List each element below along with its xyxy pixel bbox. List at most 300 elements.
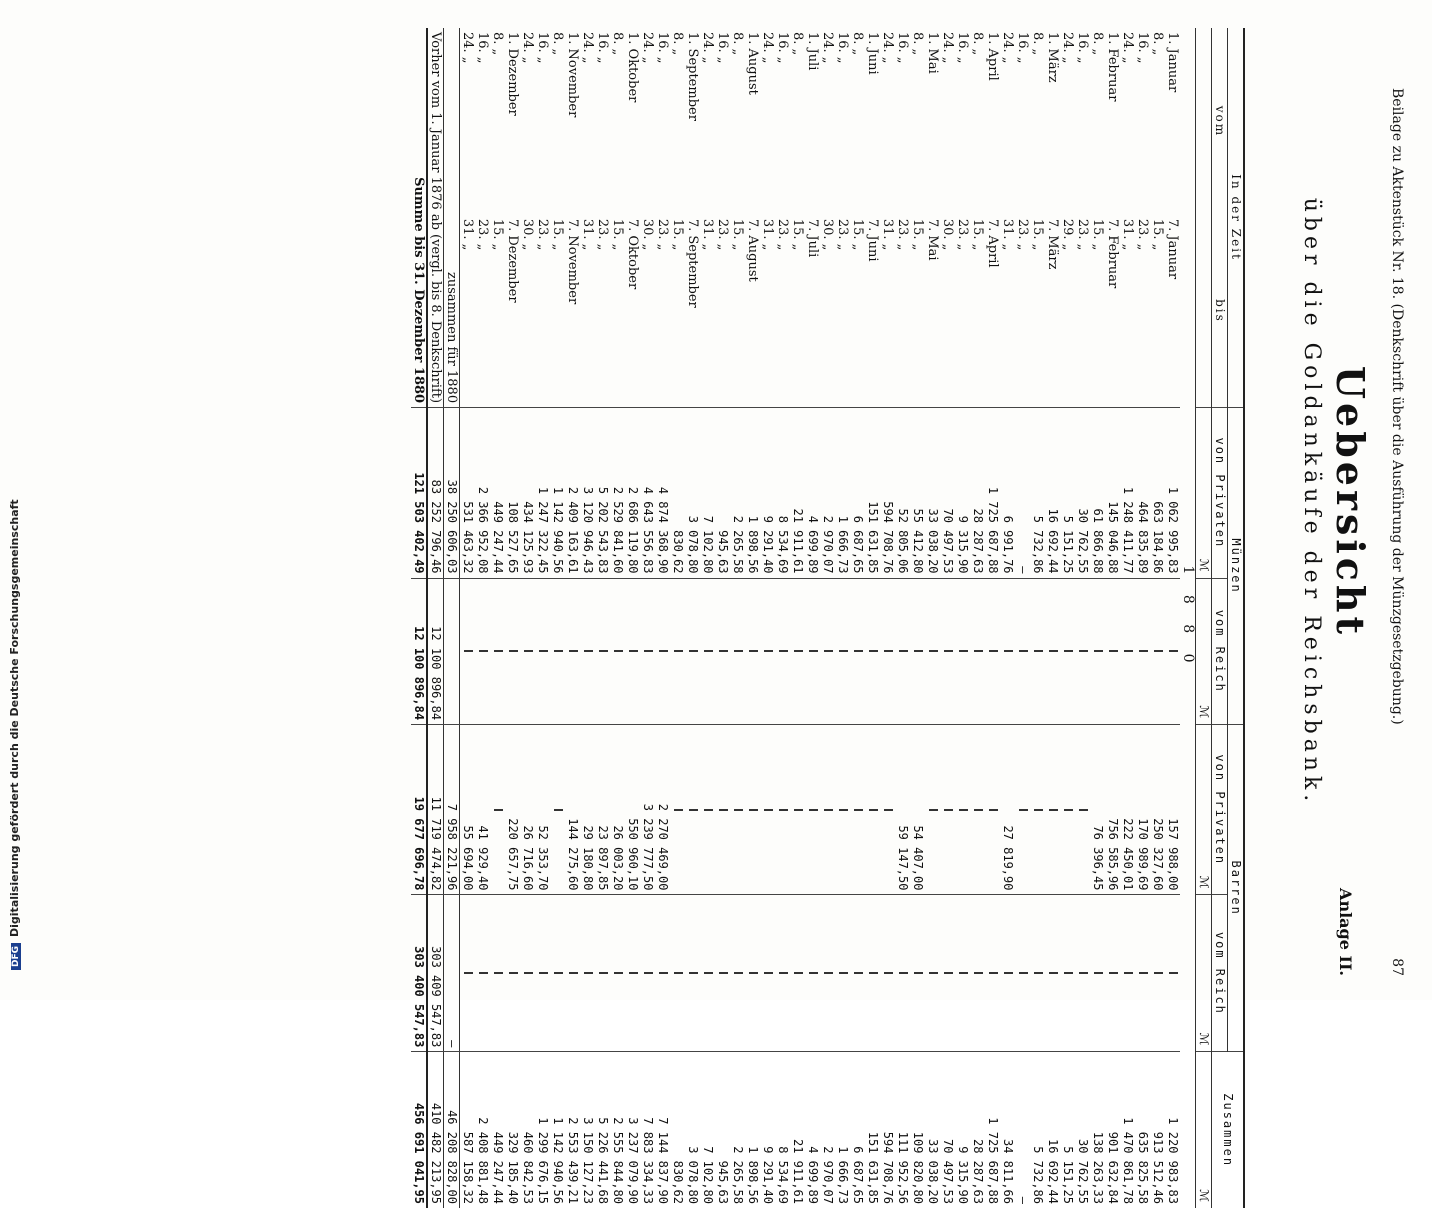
table-row	[1045, 28, 1060, 1208]
table-row	[505, 28, 520, 1208]
row-from: 16. „	[895, 32, 910, 64]
table-row	[550, 28, 565, 1208]
empty-cell-mark	[569, 650, 578, 652]
row-from: 16. „	[595, 32, 610, 64]
row-to: 15. „	[610, 218, 625, 251]
row-total: 945,63	[715, 1052, 730, 1208]
row-to: 31. „	[1120, 218, 1135, 251]
row-from: 1. Juni	[865, 32, 880, 75]
bars-private-value: 2 366 952,08	[475, 408, 490, 578]
bars-private-value: 30 762,55	[1075, 408, 1090, 578]
coins-private-value: 19 677 696,78	[411, 725, 427, 895]
empty-cell-mark	[974, 809, 983, 811]
coins-group-header: Münzen	[1228, 408, 1245, 725]
row-total: 46 208 828,00	[444, 1052, 460, 1208]
row-total: 7 144 837,90	[655, 1052, 670, 1208]
empty-cell-mark	[1079, 972, 1088, 974]
bars-reich-value	[444, 578, 460, 725]
row-to: 15. „	[1090, 218, 1105, 251]
empty-cell-mark	[1154, 972, 1163, 974]
row-from: 24. „	[520, 32, 535, 64]
row-total: 1 142 940,56	[550, 1052, 565, 1208]
coins-reich-value	[850, 895, 865, 1052]
row-total: 70 497,53	[940, 1052, 955, 1208]
coins-private-value: 250 327,60	[1150, 725, 1165, 895]
coins-private-value	[820, 725, 835, 895]
coins-reich-value	[715, 895, 730, 1052]
empty-cell-mark	[734, 809, 743, 811]
bars-private-value: 945,63	[715, 408, 730, 578]
empty-cell-mark	[1109, 650, 1118, 652]
table-row	[1060, 28, 1075, 1208]
from-header: vom	[1212, 28, 1228, 215]
bars-reich-value	[625, 578, 640, 725]
table-row	[1105, 28, 1120, 1208]
empty-cell-mark	[629, 972, 638, 974]
row-total: 1 470 861,78	[1120, 1052, 1135, 1208]
empty-cell-mark	[1004, 972, 1013, 974]
coins-private-value: 26 003,20	[610, 725, 625, 895]
coins-private-value: 41 929,40	[475, 725, 490, 895]
empty-cell-mark	[584, 972, 593, 974]
empty-cell-mark	[614, 972, 623, 974]
empty-cell-mark	[704, 809, 713, 811]
coins-private-value: 54 407,00	[910, 725, 925, 895]
bars-private-value: 28 287,63	[970, 408, 985, 578]
empty-cell-mark	[719, 972, 728, 974]
row-from: 8. „	[490, 32, 505, 56]
bars-reich-value	[835, 578, 850, 725]
period-header: In der Zeit	[1228, 28, 1245, 408]
row-from: 8. „	[670, 32, 685, 56]
row-to: 7. Oktober	[625, 218, 640, 290]
row-to: 7. Dezember	[505, 218, 520, 303]
row-to: 30. „	[640, 218, 655, 251]
bars-reich-value	[985, 578, 1000, 725]
coins-reich-value	[580, 895, 595, 1052]
bars-private-value: 4 874 368,90	[655, 408, 670, 578]
empty-cell-mark	[809, 972, 818, 974]
bars-reich-value	[955, 578, 970, 725]
row-total: 2 408 881,48	[475, 1052, 490, 1208]
row-total: 2 265,58	[730, 1052, 745, 1208]
coins-reich-value	[760, 895, 775, 1052]
row-total: 111 952,56	[895, 1052, 910, 1208]
row-total: 1 299 676,15	[535, 1052, 550, 1208]
bars-reich-value	[1105, 578, 1120, 725]
empty-cell-mark	[614, 650, 623, 652]
row-total: 21 911,61	[790, 1052, 805, 1208]
coins-private-value	[715, 725, 730, 895]
empty-cell-mark	[1124, 972, 1133, 974]
coins-reich-value: 303 400 547,83	[411, 895, 427, 1052]
row-from: 24. „	[940, 32, 955, 64]
bars-private-value: —	[1015, 408, 1030, 578]
row-to: 15. „	[730, 218, 745, 251]
coins-reich-value	[1045, 895, 1060, 1052]
coins-reich-value	[880, 895, 895, 1052]
empty-cell-mark	[644, 972, 653, 974]
row-from: 1. Juli	[805, 32, 820, 71]
bars-reich-value	[1060, 578, 1075, 725]
empty-cell-mark	[1019, 650, 1028, 652]
title-block	[1299, 28, 1373, 976]
table-row	[1075, 28, 1090, 1208]
bars-private-value: 1 898,56	[745, 408, 760, 578]
bars-private-value: 7 102,80	[700, 408, 715, 578]
total-row	[411, 28, 427, 1208]
coins-reich-value	[685, 895, 700, 1052]
coins-reich-value	[1060, 895, 1075, 1052]
bars-reich-value	[655, 578, 670, 725]
bars-reich-value	[820, 578, 835, 725]
row-to: 31. „	[880, 218, 895, 251]
empty-cell-mark	[794, 809, 803, 811]
empty-cell-mark	[764, 809, 773, 811]
table-row	[1090, 28, 1105, 1208]
table-row	[475, 28, 490, 1208]
row-total: 9 315,90	[955, 1052, 970, 1208]
bars-reich-value	[1165, 578, 1180, 725]
coins-private-value: 11 719 474,82	[427, 725, 444, 895]
coins-reich-value	[925, 895, 940, 1052]
bars-reich-value	[940, 578, 955, 725]
bars-private-value: 9 291,40	[760, 408, 775, 578]
row-to: 31. „	[760, 218, 775, 251]
row-total: 151 631,85	[865, 1052, 880, 1208]
coins-private-value	[1015, 725, 1030, 895]
bars-private-value: 70 497,53	[940, 408, 955, 578]
bars-private-value: 1 725 687,88	[985, 408, 1000, 578]
coins-private-value	[790, 725, 805, 895]
coins-reich-value	[595, 895, 610, 1052]
total-row	[444, 28, 460, 1208]
bars-private-value: 1 247 322,45	[535, 408, 550, 578]
empty-cell-mark	[899, 972, 908, 974]
empty-cell-mark	[794, 650, 803, 652]
bars-private-value: 663 184,86	[1150, 408, 1165, 578]
coins-reich-value	[640, 895, 655, 1052]
coins-private-value: 26 716,60	[520, 725, 535, 895]
empty-cell-mark	[554, 972, 563, 974]
row-to: 23. „	[895, 218, 910, 251]
bars-reich-value	[730, 578, 745, 725]
coins-private-value	[685, 725, 700, 895]
row-total: 1 666,73	[835, 1052, 850, 1208]
coins-private-value: 29 180,80	[580, 725, 595, 895]
empty-cell-mark	[884, 809, 893, 811]
empty-cell-mark	[554, 809, 563, 811]
bars-reich-value: 12 100 896,84	[427, 578, 444, 725]
empty-cell-mark	[1169, 650, 1178, 652]
empty-cell-mark	[854, 650, 863, 652]
coins-reich-value	[565, 895, 580, 1052]
empty-cell-mark	[959, 650, 968, 652]
year-label: 1 8 8 0	[1180, 565, 1196, 671]
row-to: 31. „	[580, 218, 595, 251]
empty-cell-mark	[689, 972, 698, 974]
empty-cell-mark	[704, 972, 713, 974]
empty-cell-mark	[689, 650, 698, 652]
table-row	[775, 28, 790, 1208]
empty-cell-mark	[659, 972, 668, 974]
bars-reich-value	[640, 578, 655, 725]
row-to: 15. „	[790, 218, 805, 251]
bars-private-value: 2 265,58	[730, 408, 745, 578]
empty-cell-mark	[809, 809, 818, 811]
table-row	[700, 28, 715, 1208]
table-row	[820, 28, 835, 1208]
empty-cell-mark	[764, 972, 773, 974]
bars-private-value: 21 911,61	[790, 408, 805, 578]
coins-reich-value	[625, 895, 640, 1052]
row-total: 33 038,20	[925, 1052, 940, 1208]
bars-reich-value	[880, 578, 895, 725]
row-total: 2 555 844,80	[610, 1052, 625, 1208]
bars-private-value: 55 412,80	[910, 408, 925, 578]
coins-private-value	[850, 725, 865, 895]
empty-cell-mark	[929, 809, 938, 811]
table-row	[805, 28, 820, 1208]
empty-cell-mark	[1049, 650, 1058, 652]
coins-reich-header: vom Reich	[1212, 578, 1228, 725]
header-title: Beilage zu Aktenstück Nr. 18. (Denkschrift über die Ausführung der Münzgesetzgebung.)	[1389, 88, 1405, 725]
row-to: 15. „	[490, 218, 505, 251]
total-label: Vorher vom 1. Januar 1876 ab (vergl. bis 8. Denkschrift)	[427, 28, 444, 408]
bars-private-value: 2 686 119,80	[625, 408, 640, 578]
coins-private-value	[490, 725, 505, 895]
row-to: 30. „	[820, 218, 835, 251]
bars-reich-value	[760, 578, 775, 725]
row-from: 8. „	[790, 32, 805, 56]
coins-reich-value	[865, 895, 880, 1052]
empty-cell-mark	[689, 809, 698, 811]
empty-cell-mark	[1139, 650, 1148, 652]
empty-cell-mark	[599, 650, 608, 652]
table-row	[715, 28, 730, 1208]
coins-private-value: 52 353,70	[535, 725, 550, 895]
document-title: Uebersicht	[1328, 365, 1373, 639]
empty-cell-mark	[929, 972, 938, 974]
row-from: 8. „	[850, 32, 865, 56]
coins-private-value: 55 694,00	[460, 725, 476, 895]
bars-private-header: von Privaten	[1212, 725, 1228, 895]
row-total: 7 883 334,33	[640, 1052, 655, 1208]
table-row	[1165, 28, 1180, 1208]
empty-cell-mark	[959, 809, 968, 811]
bars-private-value: 1 248 411,77	[1120, 408, 1135, 578]
row-total: 456 691 041,95	[411, 1052, 427, 1208]
empty-cell-mark	[674, 809, 683, 811]
row-total: 16 692,44	[1045, 1052, 1060, 1208]
bars-reich-value	[565, 578, 580, 725]
empty-cell-mark	[554, 650, 563, 652]
table-row	[625, 28, 640, 1208]
bars-private-value: 83 252 796,46	[427, 408, 444, 578]
coins-reich-value	[820, 895, 835, 1052]
row-from: 8. „	[910, 32, 925, 56]
bars-private-value: 9 315,90	[955, 408, 970, 578]
row-from: 8. „	[970, 32, 985, 56]
bars-private-value: 38 250 606,03	[444, 408, 460, 578]
empty-cell-mark	[809, 650, 818, 652]
coins-reich-value	[1165, 895, 1180, 1052]
empty-cell-mark	[1169, 972, 1178, 974]
row-to: 7. November	[565, 218, 580, 305]
empty-cell-mark	[779, 650, 788, 652]
bars-reich-value	[745, 578, 760, 725]
row-to: 15. „	[910, 218, 925, 251]
coins-reich-value	[805, 895, 820, 1052]
bars-private-value: 5 202 543,83	[595, 408, 610, 578]
empty-cell-mark	[509, 650, 518, 652]
appendix-label: Anlage II.	[1336, 888, 1355, 976]
coins-private-value	[925, 725, 940, 895]
bars-private-value: 6 687,65	[850, 408, 865, 578]
table-row	[640, 28, 655, 1208]
coins-private-value	[835, 725, 850, 895]
coins-reich-value	[1105, 895, 1120, 1052]
empty-cell-mark	[524, 972, 533, 974]
empty-cell-mark	[1004, 650, 1013, 652]
row-from: 16. „	[1075, 32, 1090, 64]
row-from: 1. November	[565, 32, 580, 118]
empty-cell-mark	[1109, 972, 1118, 974]
empty-cell-mark	[674, 972, 683, 974]
table-row	[1150, 28, 1165, 1208]
row-to: 31. „	[1000, 218, 1015, 251]
empty-cell-mark	[749, 972, 758, 974]
total-row	[427, 28, 444, 1208]
bars-reich-value	[970, 578, 985, 725]
table-row	[1030, 28, 1045, 1208]
row-from: 1. Februar	[1105, 32, 1120, 102]
empty-cell-mark	[734, 972, 743, 974]
table-row	[670, 28, 685, 1208]
coins-reich-value	[505, 895, 520, 1052]
empty-cell-mark	[869, 809, 878, 811]
bars-reich-value	[460, 578, 476, 725]
empty-cell-mark	[839, 809, 848, 811]
empty-cell-mark	[764, 650, 773, 652]
row-total: 5 151,25	[1060, 1052, 1075, 1208]
bars-private-value: 2 409 163,61	[565, 408, 580, 578]
row-to: 23. „	[1015, 218, 1030, 251]
row-to: 30. „	[940, 218, 955, 251]
coins-private-value	[775, 725, 790, 895]
coins-reich-value	[1090, 895, 1105, 1052]
bars-reich-value	[595, 578, 610, 725]
empty-cell-mark	[929, 650, 938, 652]
coins-private-value	[1060, 725, 1075, 895]
empty-cell-mark	[914, 972, 923, 974]
table-row	[1015, 28, 1030, 1208]
empty-cell-mark	[509, 972, 518, 974]
row-total: 913 512,46	[1150, 1052, 1165, 1208]
bars-private-value: 6 991,76	[1000, 408, 1015, 578]
coins-reich-value	[475, 895, 490, 1052]
row-from: 16. „	[535, 32, 550, 64]
coins-private-value	[985, 725, 1000, 895]
empty-cell-mark	[629, 650, 638, 652]
bars-reich-value	[910, 578, 925, 725]
row-to: 15. „	[550, 218, 565, 251]
row-total: 3 237 079,90	[625, 1052, 640, 1208]
row-total: 587 158,32	[460, 1052, 476, 1208]
empty-cell-mark	[1094, 650, 1103, 652]
row-total: 9 291,40	[760, 1052, 775, 1208]
row-to: 23. „	[715, 218, 730, 251]
bars-private-value: 108 527,65	[505, 408, 520, 578]
digitization-note	[8, 0, 24, 970]
coins-reich-value	[940, 895, 955, 1052]
coins-private-value: 2 270 469,00	[655, 725, 670, 895]
row-to: 23. „	[475, 218, 490, 251]
row-from: 16. „	[715, 32, 730, 64]
row-from: 16. „	[475, 32, 490, 64]
row-to: 23. „	[595, 218, 610, 251]
empty-cell-mark	[989, 650, 998, 652]
row-from: 24. „	[820, 32, 835, 64]
coins-reich-value: 303 409 547,83	[427, 895, 444, 1052]
bars-reich-value	[535, 578, 550, 725]
row-to: 15. „	[970, 218, 985, 251]
empty-cell-mark	[479, 650, 488, 652]
empty-cell-mark	[1139, 972, 1148, 974]
empty-cell-mark	[989, 972, 998, 974]
bars-private-value: 121 503 402,49	[411, 408, 427, 578]
coins-private-value	[745, 725, 760, 895]
coins-reich-value	[835, 895, 850, 1052]
row-to: 15. „	[670, 218, 685, 251]
bars-private-value: 1 666,73	[835, 408, 850, 578]
coins-private-value	[955, 725, 970, 895]
bars-reich-value	[1120, 578, 1135, 725]
row-to: 23. „	[1075, 218, 1090, 251]
bars-private-value: 2 970,07	[820, 408, 835, 578]
bars-reich-value	[1075, 578, 1090, 725]
bars-reich-value	[1015, 578, 1030, 725]
row-total: 830,62	[670, 1052, 685, 1208]
row-to: 15. „	[1030, 218, 1045, 251]
unit-label: ℳ	[1196, 1052, 1212, 1208]
empty-cell-mark	[779, 972, 788, 974]
table-row	[655, 28, 670, 1208]
row-from: 1. August	[745, 32, 760, 95]
empty-cell-mark	[1034, 972, 1043, 974]
table-row	[595, 28, 610, 1208]
empty-cell-mark	[539, 972, 548, 974]
row-from: 24. „	[1120, 32, 1135, 64]
table-row	[520, 28, 535, 1208]
coins-private-value: 144 275,60	[565, 725, 580, 895]
empty-cell-mark	[884, 650, 893, 652]
coins-reich-value	[520, 895, 535, 1052]
bars-reich-value	[1000, 578, 1015, 725]
bars-reich-value	[550, 578, 565, 725]
row-to: 29. „	[1060, 218, 1075, 251]
table-row	[490, 28, 505, 1208]
coins-private-value: 76 396,45	[1090, 725, 1105, 895]
row-total: 5 732,86	[1030, 1052, 1045, 1208]
empty-cell-mark	[569, 972, 578, 974]
row-to: 7. Januar	[1165, 218, 1180, 280]
row-total: 1 898,56	[745, 1052, 760, 1208]
table-row	[850, 28, 865, 1208]
row-to: 7. März	[1045, 218, 1060, 270]
bars-private-value: 464 835,89	[1135, 408, 1150, 578]
bars-reich-header: vom Reich	[1212, 895, 1228, 1052]
